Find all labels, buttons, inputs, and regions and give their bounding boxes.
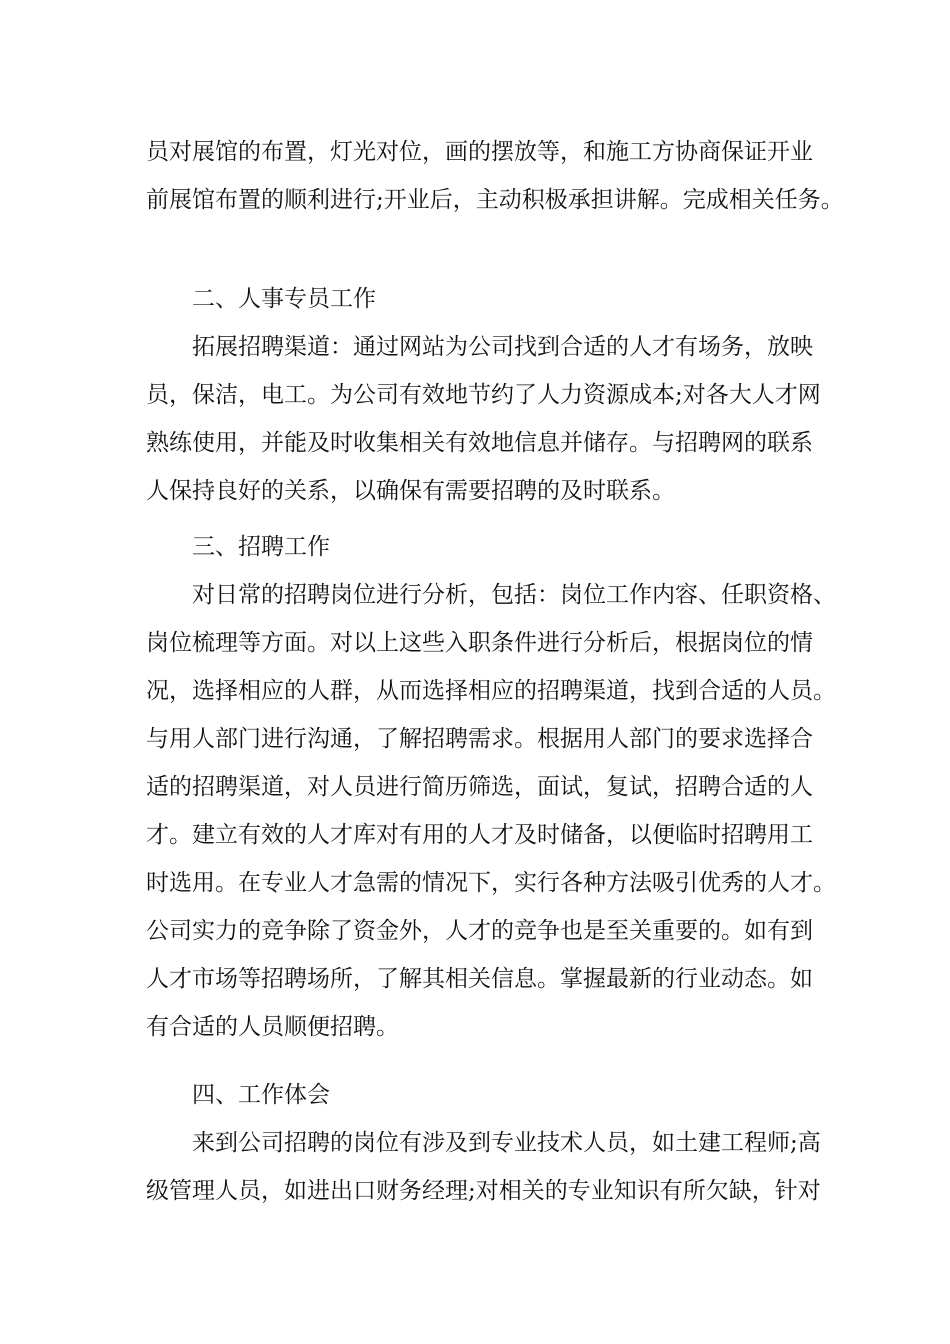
- paragraph-line: 人保持良好的关系，以确保有需要招聘的及时联系。: [146, 478, 675, 504]
- paragraph-line: 前展馆布置的顺利进行;开业后，主动积极承担讲解。完成相关任务。: [146, 187, 844, 213]
- paragraph-line: 时选用。在专业人才急需的情况下，实行各种方法吸引优秀的人才。: [146, 870, 836, 896]
- paragraph-line: 对日常的招聘岗位进行分析，包括：岗位工作内容、任职资格、: [192, 582, 836, 608]
- paragraph-line: 有合适的人员顺便招聘。: [146, 1014, 399, 1040]
- paragraph-line: 况，选择相应的人群，从而选择相应的招聘渠道，找到合适的人员。: [146, 678, 836, 704]
- paragraph-line: 熟练使用，并能及时收集相关有效地信息并储存。与招聘网的联系: [146, 430, 813, 456]
- continuation-paragraph: [146, 128, 844, 224]
- section-work-reflection: [146, 1071, 826, 1215]
- paragraph-line: 员对展馆的布置，灯光对位，画的摆放等，和施工方协商保证开业: [146, 139, 813, 165]
- paragraph-line: 拓展招聘渠道：通过网站为公司找到合适的人才有场务，放映: [192, 334, 813, 360]
- section-recruitment: [146, 523, 836, 1051]
- section-heading: 四、工作体会: [192, 1082, 330, 1108]
- section-heading: 二、人事专员工作: [192, 286, 376, 312]
- paragraph-line: 适的招聘渠道，对人员进行简历筛选，面试，复试，招聘合适的人: [146, 774, 813, 800]
- paragraph-line: 公司实力的竞争除了资金外，人才的竞争也是至关重要的。如有到: [146, 918, 813, 944]
- paragraph-line: 员，保洁，电工。为公司有效地节约了人力资源成本;对各大人才网: [146, 382, 821, 408]
- paragraph-line: 岗位梳理等方面。对以上这些入职条件进行分析后，根据岗位的情: [146, 630, 813, 656]
- section-heading: 三、招聘工作: [192, 534, 330, 560]
- paragraph-line: 人才市场等招聘场所，了解其相关信息。掌握最新的行业动态。如: [146, 966, 813, 992]
- paragraph-line: 级管理人员，如进出口财务经理;对相关的专业知识有所欠缺，针对: [146, 1178, 821, 1204]
- paragraph-line: 来到公司招聘的岗位有涉及到专业技术人员，如土建工程师;高: [192, 1130, 821, 1156]
- paragraph-line: 与用人部门进行沟通，了解招聘需求。根据用人部门的要求选择合: [146, 726, 813, 752]
- section-hr-specialist: [146, 275, 826, 515]
- paragraph-line: 才。建立有效的人才库对有用的人才及时储备，以便临时招聘用工: [146, 822, 813, 848]
